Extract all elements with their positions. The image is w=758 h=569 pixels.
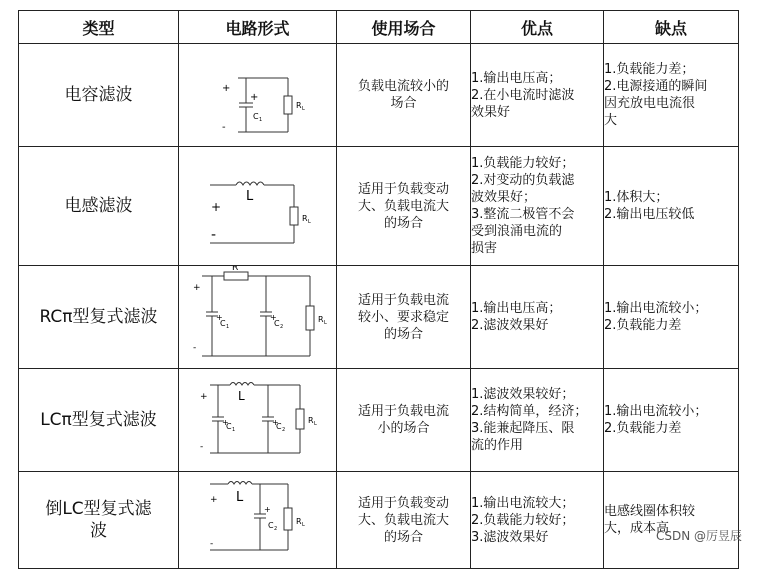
capacitor-subscript: 2 [273, 526, 277, 532]
capacitor-subscript: 2 [279, 324, 283, 330]
text-line: 适用于负载变动 [357, 495, 449, 511]
text-line: 2.负载能力差 [604, 421, 682, 436]
text-line: 2.结构简单，经济； [471, 404, 588, 419]
text-line: 负载电流较小的 [357, 79, 449, 94]
header-usage: 使用场合 [337, 11, 471, 44]
text-line: 1.输出电流较大； [471, 495, 575, 511]
text-line: 较小、要求稳定 [357, 309, 449, 325]
circuit-cell [179, 44, 337, 147]
text-line: 3.滤波效果好 [471, 529, 549, 545]
text-line: 适用于负载电流 [357, 292, 449, 308]
text-line: 2.输出电压较低 [604, 207, 695, 222]
header-type: 类型 [19, 11, 179, 44]
text-line: 1.输出电压高； [471, 70, 562, 86]
text-line: 1.负载能力较好； [471, 156, 575, 171]
header-pros: 优点 [471, 11, 604, 44]
pros-cell [471, 44, 604, 147]
text-line: 流的作用 [471, 438, 524, 453]
watermark: CSDN @厉昱辰 [655, 529, 742, 543]
plus-sign: + [263, 505, 271, 514]
type-label: RCπ型复式滤波 [39, 307, 158, 327]
pros-cell [471, 369, 604, 472]
text-line: 1.体积大； [604, 190, 669, 205]
cons-cell [604, 266, 739, 369]
table-row [19, 147, 739, 266]
resistor-label: R [307, 416, 314, 425]
capacitor-subscript: 1 [225, 324, 229, 330]
plus-sign: + [210, 200, 221, 214]
minus-sign: - [221, 122, 226, 133]
resistor-label: R [231, 266, 238, 273]
usage-cell [337, 266, 471, 369]
capacitor-label: C [219, 319, 226, 328]
text-line: 1.输出电流较小； [604, 404, 708, 419]
text-line: 电感线圈体积较 [604, 504, 696, 519]
text-line: 损害 [471, 241, 498, 256]
row-type [19, 147, 179, 266]
filter-comparison-table [18, 10, 739, 569]
inductor-label: L [237, 389, 245, 403]
header-cons: 缺点 [604, 11, 739, 44]
plus-sign: + [271, 418, 279, 427]
capacitor-subscript: 1 [231, 427, 235, 433]
circuit-cell [179, 147, 337, 266]
inductor-label: L [245, 189, 253, 204]
capacitor-label: C [252, 112, 259, 121]
usage-cell [337, 44, 471, 147]
row-type [19, 369, 179, 472]
text-line: 效果好 [471, 104, 511, 120]
pros-cell [471, 147, 604, 266]
row-type [19, 472, 179, 569]
type-label: LCπ型复式滤波 [40, 410, 157, 430]
text-line: 2.负载能力差 [604, 318, 682, 333]
capacitor-subscript: 2 [281, 427, 285, 433]
capacitor-label: C [225, 422, 232, 431]
cons-cell [604, 369, 739, 472]
plus-sign: + [209, 495, 218, 505]
plus-sign: + [221, 83, 230, 94]
text-line: 的场合 [383, 215, 423, 231]
text-line: 大 [604, 113, 618, 128]
text-line: 波效果好； [471, 190, 537, 205]
plus-sign: + [199, 392, 208, 402]
plus-sign: + [192, 283, 201, 293]
text-line: 3.整流二极管不会 [471, 207, 575, 222]
cons-cell [604, 147, 739, 266]
minus-sign: - [210, 227, 216, 243]
resistor-subscript: L [301, 522, 305, 528]
pros-cell [471, 472, 604, 569]
table-row [19, 369, 739, 472]
header-circuit: 电路形式 [179, 11, 337, 44]
type-label: 倒LC型复式滤 [45, 499, 152, 519]
text-line: 1.滤波效果较好； [471, 387, 575, 402]
cons-cell [604, 44, 739, 147]
text-line: 大、负载电流大 [357, 512, 449, 528]
circuit-cell [179, 369, 337, 472]
text-line: 1.负载能力差； [604, 62, 695, 77]
resistor-label: R [295, 101, 302, 110]
header-row [19, 11, 739, 44]
minus-sign: - [199, 442, 203, 452]
text-line: 受到浪涌电流的 [471, 224, 563, 239]
pros-cell [471, 266, 604, 369]
table-row [19, 472, 739, 569]
text-line: 的场合 [383, 326, 423, 342]
text-line: 大，成本高 [604, 521, 670, 536]
cons-cell [604, 472, 739, 569]
text-line: 1.输出电流较小； [604, 301, 708, 316]
text-line: 2.对变动的负载滤 [471, 173, 575, 188]
inverted-lc-filter-diagram [180, 472, 336, 564]
minus-sign: - [192, 343, 196, 353]
text-line: 2.滤波效果好 [471, 318, 549, 333]
resistor-label: R [295, 517, 302, 526]
circuit-cell [179, 266, 337, 369]
resistor-subscript: L [323, 320, 327, 326]
text-line: 2.电源接通的瞬间 [604, 79, 708, 94]
plus-sign: + [221, 418, 229, 427]
text-line: 2.在小电流时滤波 [471, 87, 575, 103]
resistor-subscript: L [307, 219, 311, 225]
resistor-subscript: L [301, 106, 305, 112]
text-line: 1.输出电压高； [471, 301, 562, 316]
type-label: 电感滤波 [64, 196, 133, 216]
row-type [19, 266, 179, 369]
text-line: 3.能兼起降压、限 [471, 421, 575, 436]
usage-cell [337, 369, 471, 472]
text-line: 大、负载电流大 [357, 198, 449, 214]
usage-cell [337, 472, 471, 569]
capacitor-label: C [275, 422, 282, 431]
table-row [19, 266, 739, 369]
text-line: 适用于负载变动 [357, 181, 449, 197]
usage-cell [337, 147, 471, 266]
type-label: 波 [90, 521, 107, 541]
resistor-label: R [301, 214, 308, 223]
plus-sign: + [249, 92, 258, 103]
text-line: 适用于负载电流 [357, 404, 449, 419]
plus-sign: + [215, 313, 223, 322]
row-type [19, 44, 179, 147]
capacitor-label: C [273, 319, 280, 328]
capacitor-label: C [267, 521, 274, 530]
text-line: 的场合 [383, 529, 423, 545]
text-line: 2.负载能力较好； [471, 512, 575, 528]
inductor-label: L [235, 490, 243, 505]
capacitor-subscript: 1 [258, 117, 262, 123]
rc-pi-filter-diagram [180, 266, 336, 364]
inductor-filter-diagram [180, 147, 336, 261]
table-row [19, 44, 739, 147]
text-line: 小的场合 [377, 421, 430, 436]
circuit-cell [179, 472, 337, 569]
minus-sign: - [209, 539, 213, 549]
text-line: 场合 [390, 96, 417, 111]
lc-pi-filter-diagram [180, 369, 336, 467]
resistor-label: R [317, 315, 324, 324]
plus-sign: + [269, 313, 277, 322]
capacitor-filter-diagram [180, 44, 336, 142]
type-label: 电容滤波 [64, 85, 133, 105]
resistor-subscript: L [313, 421, 317, 427]
text-line: 因充放电电流很 [604, 96, 696, 111]
